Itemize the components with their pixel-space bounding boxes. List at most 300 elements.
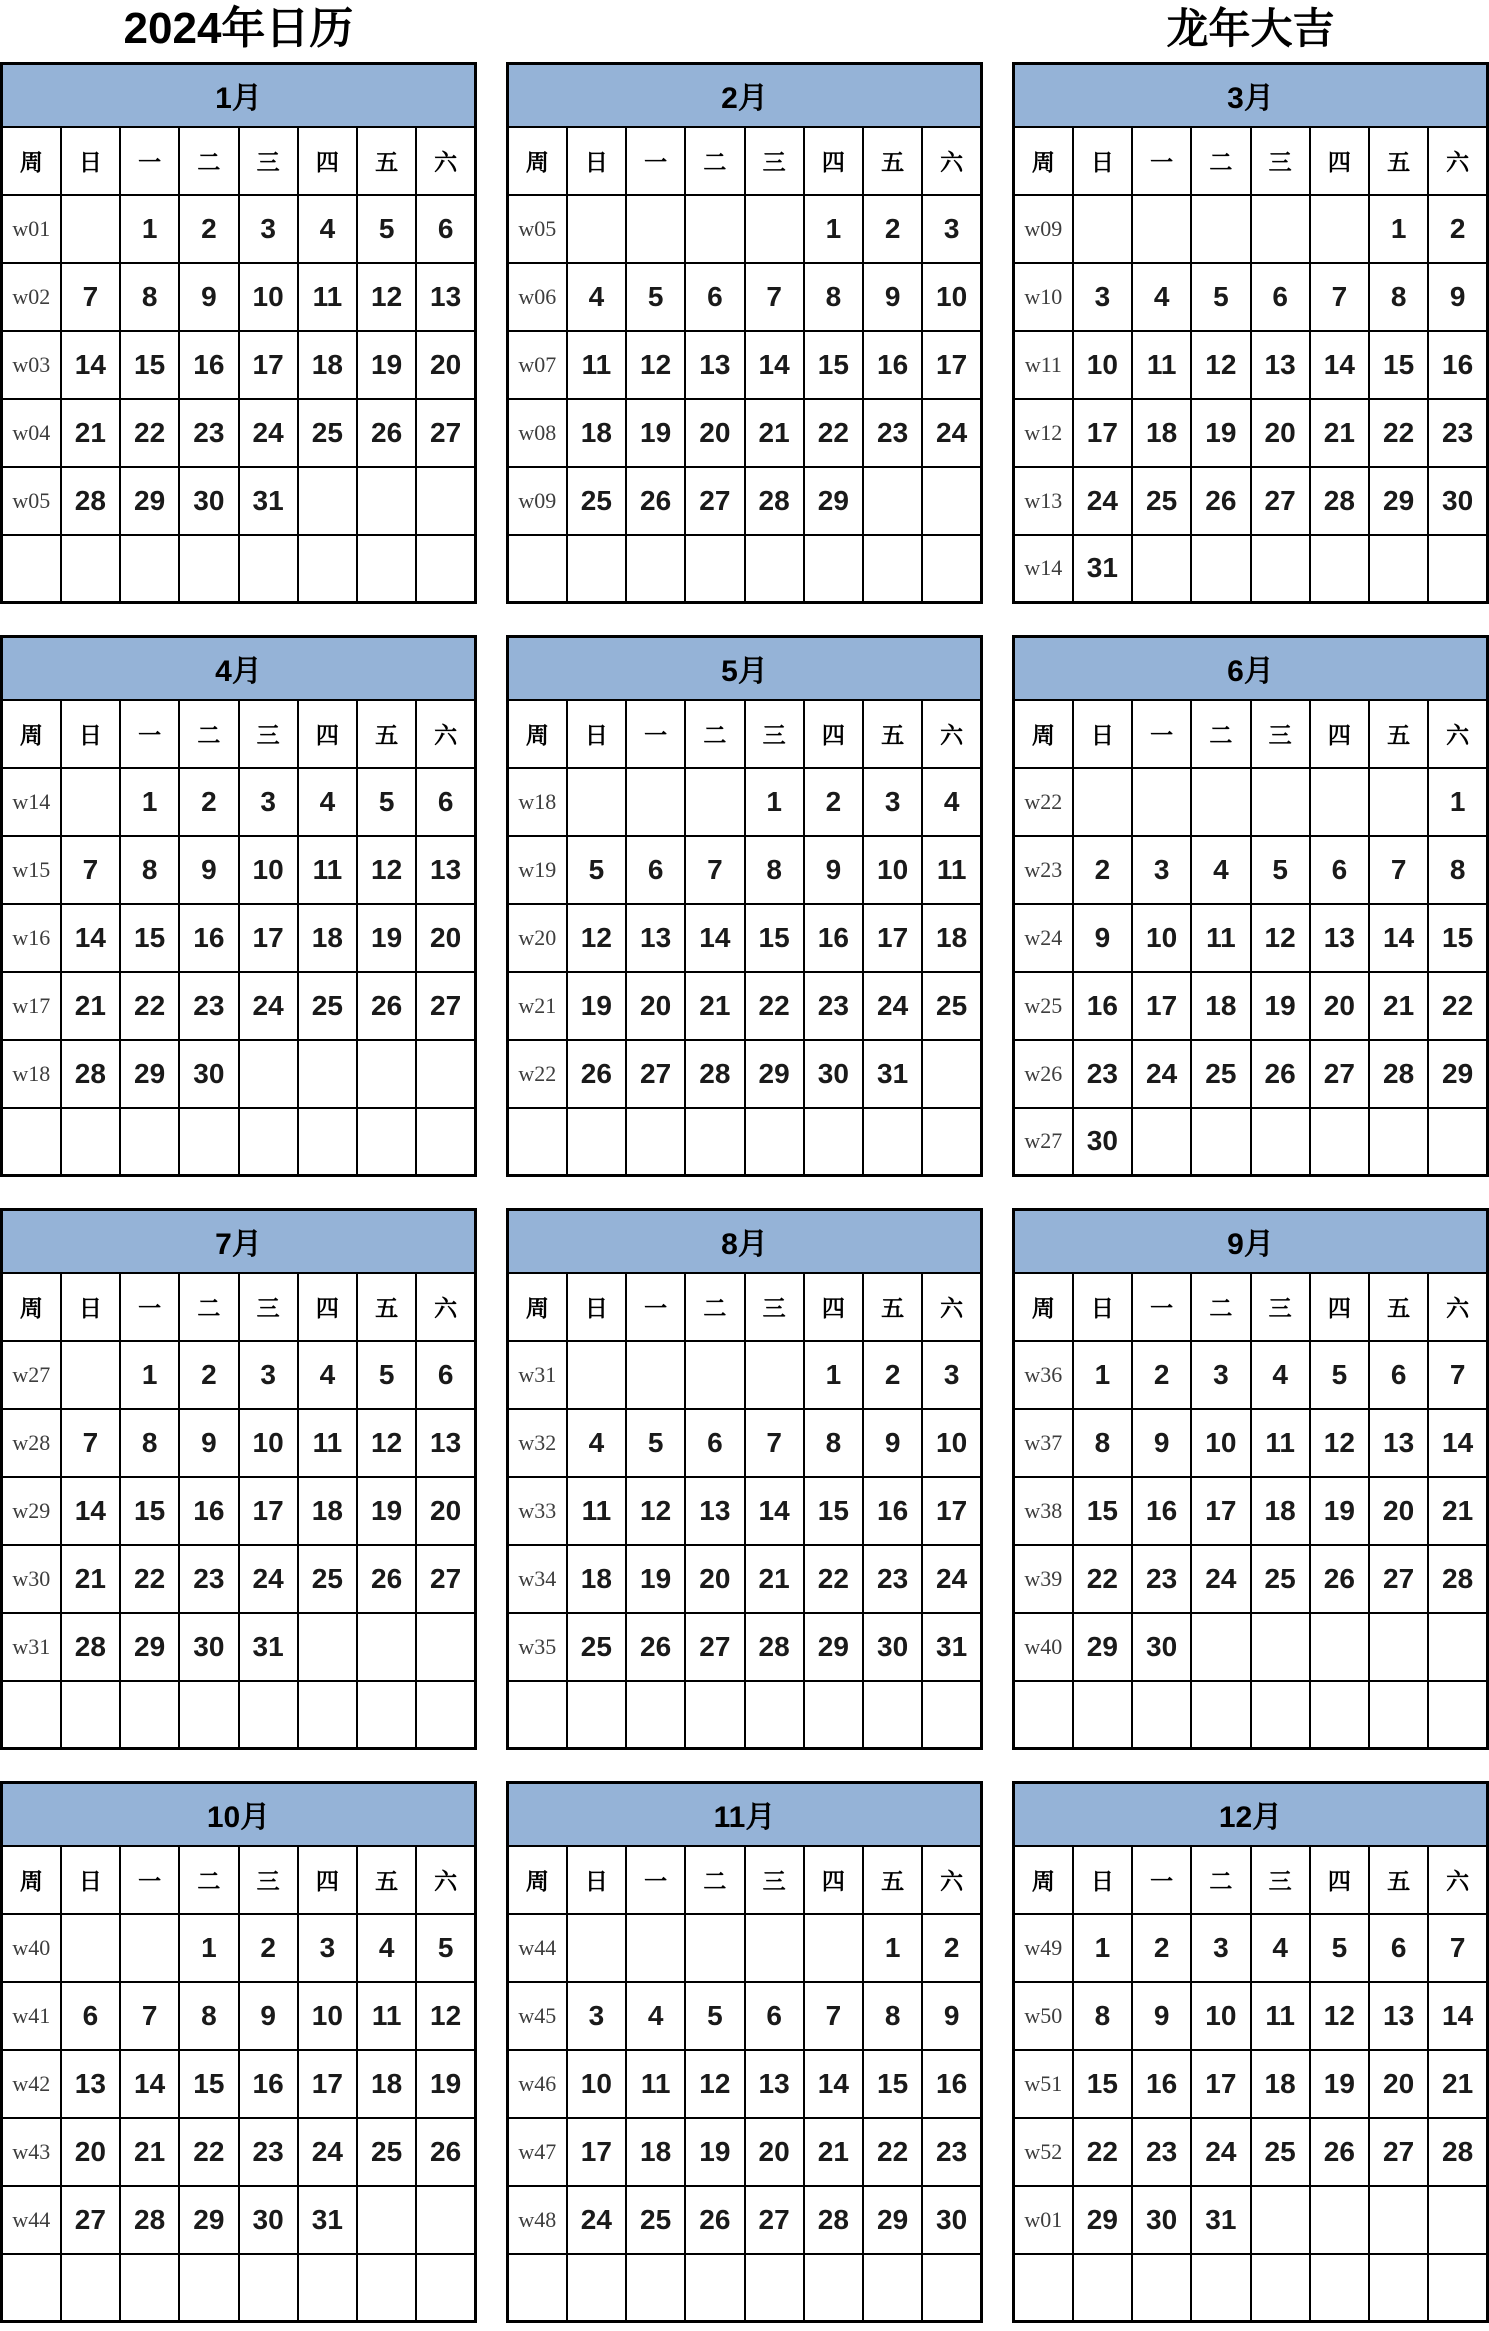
week-number-cell: w01 xyxy=(2,195,61,263)
week-number-cell xyxy=(2,1681,61,1749)
day-cell: 10 xyxy=(1073,331,1132,399)
day-cell: 4 xyxy=(1191,836,1250,904)
day-cell: 14 xyxy=(61,331,120,399)
weekday-header: 一 xyxy=(1132,1273,1191,1341)
day-cell: 15 xyxy=(804,331,863,399)
day-cell xyxy=(1132,195,1191,263)
day-cell: 6 xyxy=(1310,836,1369,904)
weekday-header: 日 xyxy=(567,1273,626,1341)
day-cell: 1 xyxy=(120,1341,179,1409)
week-number-cell: w36 xyxy=(1014,1341,1073,1409)
day-cell xyxy=(1428,1681,1487,1749)
day-cell: 10 xyxy=(922,1409,981,1477)
weekday-header-row xyxy=(2,1846,476,1914)
week-row xyxy=(508,263,982,331)
day-cell: 29 xyxy=(120,467,179,535)
day-cell: 5 xyxy=(1310,1914,1369,1982)
day-cell: 30 xyxy=(239,2186,298,2254)
day-cell xyxy=(1369,535,1428,603)
day-cell xyxy=(1310,1613,1369,1681)
week-row xyxy=(508,1914,982,1982)
day-cell: 18 xyxy=(1191,972,1250,1040)
day-cell xyxy=(567,2254,626,2322)
day-cell: 12 xyxy=(1310,1409,1369,1477)
day-cell: 17 xyxy=(1132,972,1191,1040)
day-cell: 2 xyxy=(1132,1341,1191,1409)
week-row xyxy=(2,2254,476,2322)
day-cell: 12 xyxy=(567,904,626,972)
day-cell: 22 xyxy=(120,1545,179,1613)
day-cell: 10 xyxy=(1191,1409,1250,1477)
weekday-header: 二 xyxy=(685,127,744,195)
day-cell: 20 xyxy=(61,2118,120,2186)
month-header-row xyxy=(508,64,982,127)
day-cell: 5 xyxy=(626,1409,685,1477)
day-cell xyxy=(120,1681,179,1749)
weekday-header-row xyxy=(1014,1273,1488,1341)
day-cell: 24 xyxy=(239,1545,298,1613)
week-row xyxy=(1014,1613,1488,1681)
day-cell: 9 xyxy=(179,836,238,904)
day-cell: 20 xyxy=(1251,399,1310,467)
day-cell xyxy=(863,535,922,603)
week-row xyxy=(2,331,476,399)
day-cell xyxy=(61,768,120,836)
day-cell: 12 xyxy=(626,1477,685,1545)
day-cell xyxy=(626,1681,685,1749)
week-row xyxy=(508,1477,982,1545)
day-cell: 29 xyxy=(1073,2186,1132,2254)
day-cell: 7 xyxy=(1310,263,1369,331)
week-row xyxy=(508,195,982,263)
week-number-cell: w26 xyxy=(1014,1040,1073,1108)
day-cell: 4 xyxy=(567,1409,626,1477)
weekday-header: 二 xyxy=(179,127,238,195)
week-number-cell: w32 xyxy=(508,1409,567,1477)
day-cell xyxy=(416,535,475,603)
day-cell: 29 xyxy=(1428,1040,1487,1108)
day-cell xyxy=(416,1681,475,1749)
day-cell: 11 xyxy=(298,263,357,331)
day-cell: 24 xyxy=(922,399,981,467)
week-number-cell xyxy=(508,535,567,603)
day-cell: 7 xyxy=(745,1409,804,1477)
week-column-header: 周 xyxy=(508,700,567,768)
weekday-header: 日 xyxy=(61,1273,120,1341)
day-cell: 26 xyxy=(357,399,416,467)
day-cell: 10 xyxy=(567,2050,626,2118)
week-number-cell: w15 xyxy=(2,836,61,904)
day-cell: 13 xyxy=(745,2050,804,2118)
week-number-cell: w09 xyxy=(1014,195,1073,263)
week-row xyxy=(508,1613,982,1681)
week-number-cell: w24 xyxy=(1014,904,1073,972)
day-cell: 8 xyxy=(804,1409,863,1477)
day-cell: 11 xyxy=(567,331,626,399)
week-row xyxy=(2,1409,476,1477)
day-cell: 20 xyxy=(685,399,744,467)
day-cell: 17 xyxy=(239,904,298,972)
day-cell: 17 xyxy=(922,1477,981,1545)
page-header xyxy=(0,0,1489,62)
greeting-text: 龙年大吉 xyxy=(1166,5,1335,52)
day-cell: 5 xyxy=(685,1982,744,2050)
week-row xyxy=(2,972,476,1040)
week-row xyxy=(1014,195,1488,263)
day-cell: 17 xyxy=(239,331,298,399)
week-row xyxy=(508,904,982,972)
day-cell: 5 xyxy=(567,836,626,904)
day-cell: 19 xyxy=(416,2050,475,2118)
day-cell: 15 xyxy=(179,2050,238,2118)
day-cell: 24 xyxy=(567,2186,626,2254)
day-cell: 12 xyxy=(357,263,416,331)
day-cell: 14 xyxy=(1428,1409,1487,1477)
day-cell xyxy=(1310,1108,1369,1176)
day-cell: 23 xyxy=(1428,399,1487,467)
weekday-header: 二 xyxy=(179,1273,238,1341)
day-cell: 24 xyxy=(1132,1040,1191,1108)
day-cell: 4 xyxy=(298,1341,357,1409)
month-table xyxy=(1012,635,1489,1177)
day-cell: 23 xyxy=(239,2118,298,2186)
day-cell: 7 xyxy=(61,836,120,904)
weekday-header: 三 xyxy=(239,127,298,195)
week-row xyxy=(1014,1108,1488,1176)
month-header-row xyxy=(508,1783,982,1846)
day-cell: 14 xyxy=(685,904,744,972)
day-cell xyxy=(1251,2186,1310,2254)
day-cell: 22 xyxy=(120,399,179,467)
week-column-header: 周 xyxy=(2,1846,61,1914)
day-cell: 19 xyxy=(357,331,416,399)
week-number-cell: w22 xyxy=(1014,768,1073,836)
day-cell: 21 xyxy=(61,399,120,467)
day-cell: 16 xyxy=(863,1477,922,1545)
day-cell xyxy=(1369,768,1428,836)
week-number-cell: w12 xyxy=(1014,399,1073,467)
month-title: 3月 xyxy=(1014,64,1488,127)
day-cell: 14 xyxy=(61,904,120,972)
week-number-cell: w19 xyxy=(508,836,567,904)
day-cell: 28 xyxy=(804,2186,863,2254)
day-cell: 8 xyxy=(120,263,179,331)
day-cell: 23 xyxy=(1132,2118,1191,2186)
day-cell: 30 xyxy=(1132,1613,1191,1681)
day-cell: 16 xyxy=(179,331,238,399)
day-cell: 5 xyxy=(357,195,416,263)
day-cell: 25 xyxy=(1191,1040,1250,1108)
day-cell xyxy=(179,535,238,603)
week-row xyxy=(1014,768,1488,836)
day-cell xyxy=(1310,768,1369,836)
day-cell: 23 xyxy=(922,2118,981,2186)
week-number-cell: w08 xyxy=(508,399,567,467)
day-cell: 18 xyxy=(1251,2050,1310,2118)
month-header-row xyxy=(1014,637,1488,700)
day-cell xyxy=(61,1914,120,1982)
month-title: 11月 xyxy=(508,1783,982,1846)
day-cell xyxy=(357,1040,416,1108)
weekday-header-row xyxy=(2,127,476,195)
weekday-header: 六 xyxy=(416,700,475,768)
week-number-cell: w49 xyxy=(1014,1914,1073,1982)
day-cell: 9 xyxy=(1132,1409,1191,1477)
week-row xyxy=(1014,331,1488,399)
day-cell: 20 xyxy=(1369,2050,1428,2118)
day-cell: 28 xyxy=(1310,467,1369,535)
day-cell: 6 xyxy=(416,1341,475,1409)
day-cell: 6 xyxy=(416,195,475,263)
week-row xyxy=(1014,1914,1488,1982)
week-number-cell: w42 xyxy=(2,2050,61,2118)
day-cell: 22 xyxy=(1073,1545,1132,1613)
day-cell: 18 xyxy=(567,399,626,467)
day-cell: 16 xyxy=(922,2050,981,2118)
day-cell: 4 xyxy=(922,768,981,836)
day-cell xyxy=(567,195,626,263)
day-cell xyxy=(745,1681,804,1749)
weekday-header: 一 xyxy=(1132,700,1191,768)
day-cell: 3 xyxy=(1191,1914,1250,1982)
month-table xyxy=(1012,62,1489,604)
week-number-cell: w28 xyxy=(2,1409,61,1477)
week-row xyxy=(2,1982,476,2050)
day-cell: 25 xyxy=(1132,467,1191,535)
weekday-header: 三 xyxy=(1251,700,1310,768)
day-cell: 27 xyxy=(1369,2118,1428,2186)
day-cell xyxy=(416,467,475,535)
weekday-header-row xyxy=(2,1273,476,1341)
week-number-cell: w05 xyxy=(508,195,567,263)
weekday-header: 二 xyxy=(1191,127,1250,195)
day-cell: 29 xyxy=(804,467,863,535)
weekday-header: 一 xyxy=(626,1846,685,1914)
day-cell: 27 xyxy=(416,972,475,1040)
day-cell: 11 xyxy=(357,1982,416,2050)
week-number-cell: w14 xyxy=(2,768,61,836)
day-cell: 25 xyxy=(298,399,357,467)
day-cell: 21 xyxy=(745,399,804,467)
weekday-header: 五 xyxy=(1369,700,1428,768)
day-cell xyxy=(1251,1613,1310,1681)
day-cell: 10 xyxy=(1132,904,1191,972)
weekday-header: 三 xyxy=(745,127,804,195)
day-cell xyxy=(804,1108,863,1176)
day-cell: 1 xyxy=(804,1341,863,1409)
week-number-cell: w14 xyxy=(1014,535,1073,603)
weekday-header: 六 xyxy=(416,1273,475,1341)
day-cell xyxy=(922,1681,981,1749)
day-cell: 26 xyxy=(357,972,416,1040)
day-cell: 29 xyxy=(1073,1613,1132,1681)
day-cell: 15 xyxy=(120,331,179,399)
day-cell xyxy=(1132,1681,1191,1749)
month-table xyxy=(0,1208,477,1750)
day-cell: 11 xyxy=(1132,331,1191,399)
week-row xyxy=(2,1341,476,1409)
day-cell: 21 xyxy=(685,972,744,1040)
day-cell: 4 xyxy=(626,1982,685,2050)
week-row xyxy=(508,2186,982,2254)
day-cell: 11 xyxy=(298,836,357,904)
day-cell: 28 xyxy=(61,1613,120,1681)
week-number-cell: w31 xyxy=(2,1613,61,1681)
week-row xyxy=(508,972,982,1040)
weekday-header: 一 xyxy=(120,127,179,195)
weekday-header: 二 xyxy=(1191,700,1250,768)
day-cell: 25 xyxy=(922,972,981,1040)
day-cell: 26 xyxy=(416,2118,475,2186)
day-cell xyxy=(357,535,416,603)
day-cell: 15 xyxy=(1073,2050,1132,2118)
day-cell: 20 xyxy=(416,1477,475,1545)
day-cell: 12 xyxy=(416,1982,475,2050)
day-cell: 16 xyxy=(804,904,863,972)
day-cell: 28 xyxy=(745,1613,804,1681)
day-cell: 17 xyxy=(567,2118,626,2186)
week-row xyxy=(508,1681,982,1749)
weekday-header: 四 xyxy=(298,127,357,195)
day-cell: 29 xyxy=(120,1040,179,1108)
week-number-cell: w48 xyxy=(508,2186,567,2254)
day-cell xyxy=(1191,768,1250,836)
weekday-header: 三 xyxy=(239,700,298,768)
month-header-row xyxy=(508,1210,982,1273)
day-cell: 16 xyxy=(1428,331,1487,399)
day-cell xyxy=(1369,1681,1428,1749)
day-cell: 1 xyxy=(745,768,804,836)
weekday-header: 一 xyxy=(626,127,685,195)
weekday-header: 三 xyxy=(1251,1273,1310,1341)
week-row xyxy=(1014,1040,1488,1108)
day-cell: 16 xyxy=(1132,1477,1191,1545)
day-cell xyxy=(61,2254,120,2322)
day-cell: 14 xyxy=(120,2050,179,2118)
day-cell xyxy=(1132,2254,1191,2322)
day-cell: 14 xyxy=(745,331,804,399)
day-cell: 30 xyxy=(179,467,238,535)
day-cell: 23 xyxy=(179,399,238,467)
day-cell: 4 xyxy=(1251,1341,1310,1409)
day-cell: 15 xyxy=(1073,1477,1132,1545)
week-row xyxy=(2,836,476,904)
week-row xyxy=(2,1681,476,1749)
day-cell xyxy=(567,1108,626,1176)
day-cell: 13 xyxy=(1251,331,1310,399)
week-column-header: 周 xyxy=(1014,700,1073,768)
day-cell: 18 xyxy=(1132,399,1191,467)
day-cell: 5 xyxy=(1191,263,1250,331)
day-cell xyxy=(922,2254,981,2322)
day-cell xyxy=(357,467,416,535)
day-cell xyxy=(804,1681,863,1749)
weekday-header: 四 xyxy=(804,1273,863,1341)
day-cell: 9 xyxy=(863,1409,922,1477)
day-cell xyxy=(1251,195,1310,263)
day-cell: 2 xyxy=(863,195,922,263)
day-cell xyxy=(863,1108,922,1176)
day-cell: 23 xyxy=(179,1545,238,1613)
weekday-header-row xyxy=(2,700,476,768)
day-cell: 31 xyxy=(298,2186,357,2254)
day-cell xyxy=(1428,1108,1487,1176)
weekday-header: 一 xyxy=(120,700,179,768)
week-number-cell xyxy=(2,535,61,603)
day-cell: 6 xyxy=(1251,263,1310,331)
day-cell: 2 xyxy=(922,1914,981,1982)
week-row xyxy=(508,2254,982,2322)
day-cell: 22 xyxy=(1428,972,1487,1040)
day-cell xyxy=(239,535,298,603)
day-cell: 28 xyxy=(61,467,120,535)
day-cell: 27 xyxy=(1251,467,1310,535)
day-cell: 15 xyxy=(804,1477,863,1545)
day-cell xyxy=(745,2254,804,2322)
week-row xyxy=(1014,1982,1488,2050)
week-number-cell: w40 xyxy=(2,1914,61,1982)
day-cell: 8 xyxy=(120,1409,179,1477)
day-cell: 17 xyxy=(922,331,981,399)
day-cell xyxy=(685,1341,744,1409)
day-cell: 24 xyxy=(239,972,298,1040)
day-cell: 9 xyxy=(239,1982,298,2050)
week-row xyxy=(2,2118,476,2186)
day-cell: 18 xyxy=(357,2050,416,2118)
day-cell: 23 xyxy=(1073,1040,1132,1108)
week-row xyxy=(2,1613,476,1681)
day-cell: 1 xyxy=(804,195,863,263)
day-cell: 30 xyxy=(1428,467,1487,535)
weekday-header: 六 xyxy=(1428,127,1487,195)
day-cell: 22 xyxy=(863,2118,922,2186)
day-cell: 31 xyxy=(1073,535,1132,603)
weekday-header: 一 xyxy=(1132,127,1191,195)
day-cell: 3 xyxy=(922,195,981,263)
day-cell: 7 xyxy=(120,1982,179,2050)
day-cell xyxy=(1073,2254,1132,2322)
day-cell: 16 xyxy=(1132,2050,1191,2118)
day-cell: 1 xyxy=(1428,768,1487,836)
day-cell: 18 xyxy=(298,331,357,399)
day-cell: 17 xyxy=(1191,1477,1250,1545)
day-cell xyxy=(1428,2254,1487,2322)
week-number-cell: w01 xyxy=(1014,2186,1073,2254)
day-cell xyxy=(567,768,626,836)
day-cell: 17 xyxy=(1191,2050,1250,2118)
day-cell xyxy=(239,1108,298,1176)
day-cell xyxy=(416,1613,475,1681)
day-cell xyxy=(298,535,357,603)
day-cell xyxy=(239,1040,298,1108)
day-cell: 7 xyxy=(61,1409,120,1477)
weekday-header: 六 xyxy=(416,1846,475,1914)
day-cell: 31 xyxy=(1191,2186,1250,2254)
month-table xyxy=(506,1208,983,1750)
weekday-header: 日 xyxy=(567,1846,626,1914)
day-cell xyxy=(626,535,685,603)
day-cell xyxy=(1369,2186,1428,2254)
day-cell: 21 xyxy=(804,2118,863,2186)
day-cell xyxy=(1310,1681,1369,1749)
day-cell: 25 xyxy=(298,972,357,1040)
day-cell: 25 xyxy=(567,1613,626,1681)
day-cell: 15 xyxy=(120,1477,179,1545)
weekday-header: 五 xyxy=(863,1273,922,1341)
day-cell xyxy=(1310,2186,1369,2254)
day-cell xyxy=(1191,2254,1250,2322)
weekday-header: 日 xyxy=(1073,1273,1132,1341)
